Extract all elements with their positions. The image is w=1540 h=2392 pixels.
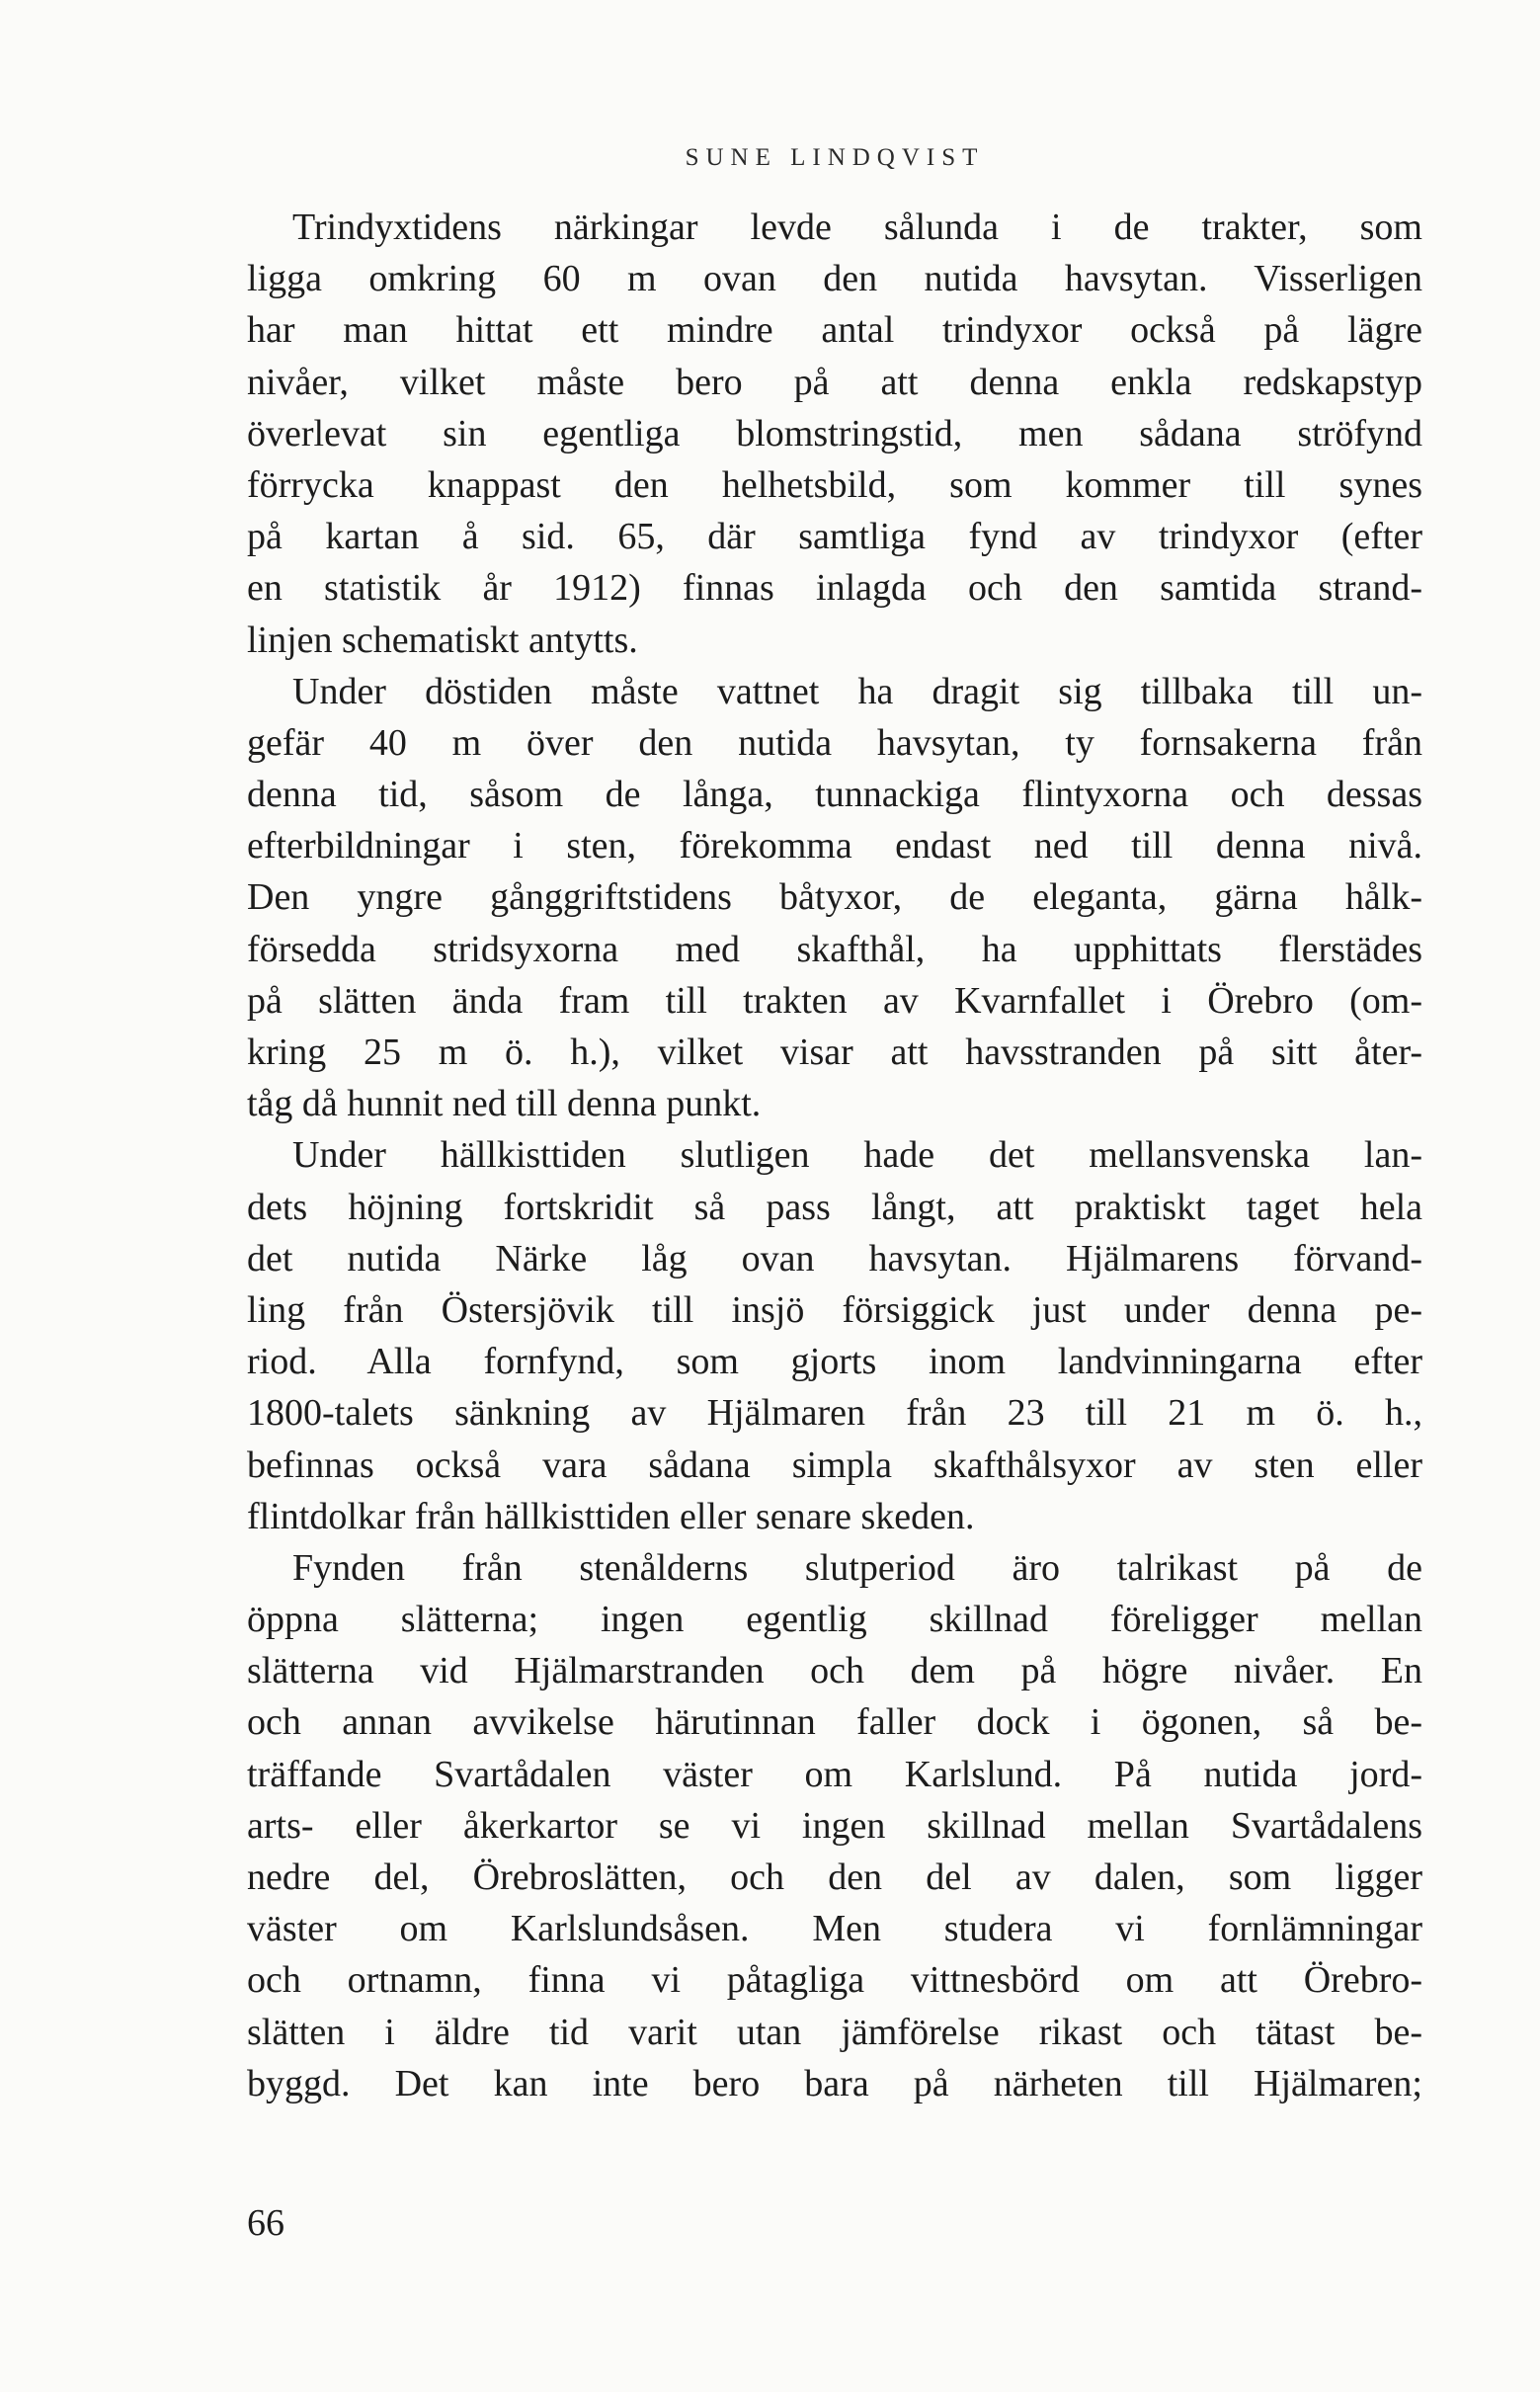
text-line: Den yngre gånggriftstidens båtyxor, de eleganta, gärna hålk- — [247, 876, 1422, 919]
text-line: väster om Karlslundsåsen. Men studera vi fornlämningar — [247, 1908, 1422, 1950]
text-line: byggd. Det kan inte bero bara på närheten till Hjälmaren; — [247, 2062, 1422, 2104]
text-line: ligga omkring 60 m ovan den nutida havsytan. Visserligen — [247, 258, 1422, 300]
text-line: slätterna vid Hjälmarstranden och dem på högre nivåer. En — [247, 1650, 1422, 1692]
text-line: kring 25 m ö. h.), vilket visar att havsstranden på sitt åter- — [247, 1031, 1422, 1073]
text-line: försedda stridsyxorna med skafthål, ha upphittats flerstädes — [247, 928, 1422, 970]
text-line: öppna slätterna; ingen egentlig skillnad föreligger mellan — [247, 1599, 1422, 1641]
text-line: linjen schematiskt antytts. — [247, 619, 638, 661]
text-line: det nutida Närke låg ovan havsytan. Hjälmarens förvand- — [247, 1237, 1422, 1279]
text-line: flintdolkar från hällkisttiden eller senare skeden. — [247, 1495, 975, 1537]
text-line: gefär 40 m över den nutida havsytan, ty fornsakerna från — [247, 721, 1422, 764]
text-line: 1800-talets sänkning av Hjälmaren från 23 till 21 m ö. h., — [247, 1392, 1422, 1435]
page-number: 66 — [247, 2202, 284, 2244]
text-line: träffande Svartådalen väster om Karlslund. På nutida jord- — [247, 1753, 1422, 1795]
text-line: nivåer, vilket måste bero på att denna enkla redskapstyp — [247, 361, 1422, 403]
text-line: slätten i äldre tid varit utan jämförelse rikast och tätast be- — [247, 2011, 1422, 2053]
text-line: Trindyxtidens närkingar levde sålunda i de trakter, som — [292, 206, 1422, 248]
text-line: en statistik år 1912) finnas inlagda och den samtida strand- — [247, 567, 1422, 610]
text-line: och annan avvikelse härutinnan faller dock i ögonen, så be- — [247, 1701, 1422, 1744]
text-line: har man hittat ett mindre antal trindyxor också på lägre — [247, 309, 1422, 352]
body-text — [247, 202, 1422, 2109]
text-line: denna tid, såsom de långa, tunnackiga flintyxorna och dessas — [247, 774, 1422, 816]
text-line: på kartan å sid. 65, där samtliga fynd av trindyxor (efter — [247, 516, 1422, 558]
text-line: arts- eller åkerkartor se vi ingen skillnad mellan Svartådalens — [247, 1804, 1422, 1847]
text-line: befinnas också vara sådana simpla skafthålsyxor av sten eller — [247, 1443, 1422, 1486]
text-line: ling från Östersjövik till insjö försiggick just under denna pe- — [247, 1288, 1422, 1331]
text-line: Under hällkisttiden slutligen hade det mellansvenska lan- — [292, 1134, 1422, 1177]
text-line: Fynden från stenålderns slutperiod äro talrikast på de — [292, 1546, 1422, 1589]
text-line: förrycka knappast den helhetsbild, som kommer till synes — [247, 463, 1422, 506]
text-line: på slätten ända fram till trakten av Kvarnfallet i Örebro (om- — [247, 979, 1422, 1022]
text-line: tåg då hunnit ned till denna punkt. — [247, 1083, 762, 1125]
text-line: och ortnamn, finna vi påtagliga vittnesbörd om att Örebro- — [247, 1959, 1422, 2002]
text-line: efterbildningar i sten, förekomma endast ned till denna nivå. — [247, 825, 1422, 867]
running-head: SUNE LINDQVIST — [685, 144, 985, 171]
text-line: nedre del, Örebroslätten, och den del av dalen, som ligger — [247, 1856, 1422, 1898]
text-line: riod. Alla fornfynd, som gjorts inom landvinningarna efter — [247, 1341, 1422, 1383]
text-line: dets höjning fortskridit så pass långt, att praktiskt taget hela — [247, 1186, 1422, 1228]
text-line: Under döstiden måste vattnet ha dragit sig tillbaka till un- — [292, 670, 1422, 712]
text-line: överlevat sin egentliga blomstringstid, men sådana ströfynd — [247, 412, 1422, 454]
